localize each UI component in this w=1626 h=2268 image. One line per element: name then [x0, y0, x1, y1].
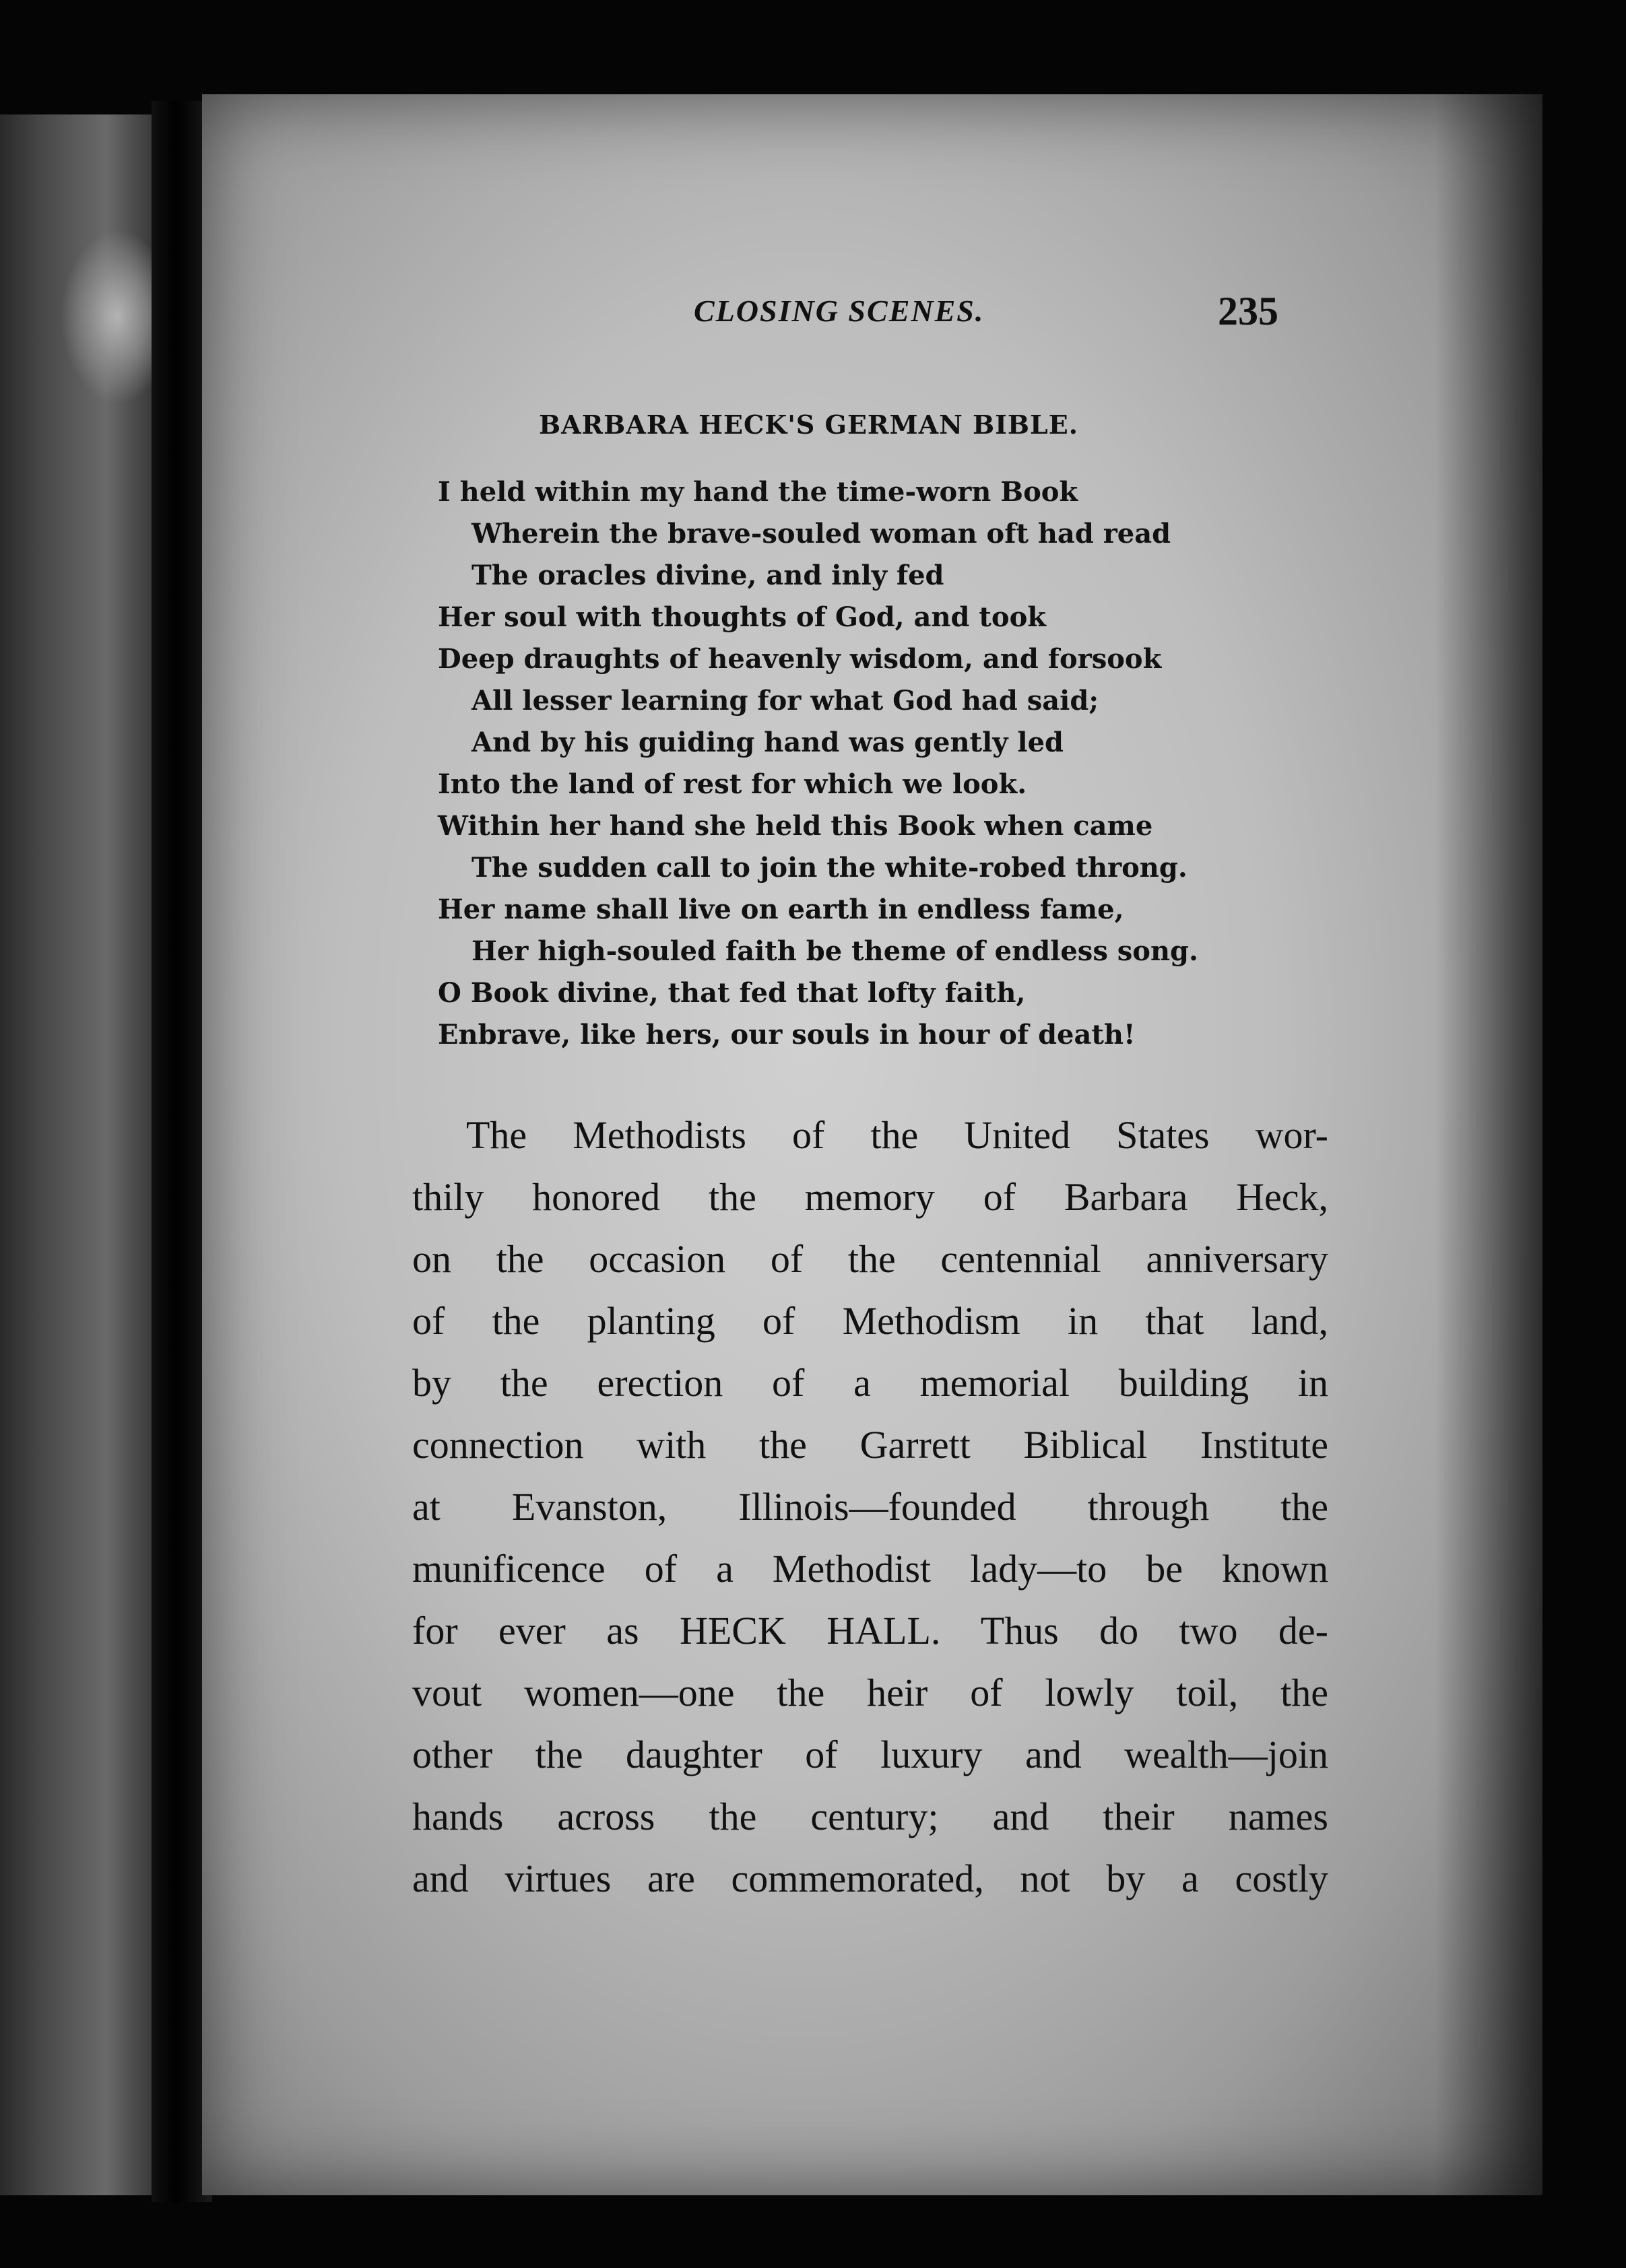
- body-line: at Evanston, Illinois—founded through the: [412, 1485, 1328, 1529]
- poem-line: The oracles divine, and inly fed: [471, 560, 944, 591]
- poem-title: BARBARA HECK'S GERMAN BIBLE.: [539, 409, 1078, 440]
- body-line: and virtues are commemorated, not by a costly: [412, 1857, 1328, 1900]
- body-line: hands across the century; and their names: [412, 1795, 1328, 1838]
- poem-line: The sudden call to join the white-robed throng.: [471, 852, 1188, 883]
- poem-line: All lesser learning for what God had said;: [471, 685, 1099, 716]
- page-number: 235: [1218, 289, 1278, 333]
- body-line: connection with the Garrett Biblical Institute: [412, 1423, 1328, 1467]
- body-line: munificence of a Methodist lady—to be known: [412, 1547, 1328, 1591]
- poem-line: Her high-souled faith be theme of endless song.: [471, 935, 1198, 967]
- body-line: vout women—one the heir of lowly toil, the: [412, 1671, 1328, 1714]
- body-line: by the erection of a memorial building in: [412, 1361, 1328, 1405]
- poem-line: I held within my hand the time-worn Book: [438, 476, 1078, 508]
- poem-line: Wherein the brave-souled woman oft had read: [471, 518, 1171, 549]
- poem: [438, 471, 1198, 1056]
- poem-line: O Book divine, that fed that lofty faith,: [438, 977, 1026, 1009]
- body-line: thily honored the memory of Barbara Heck,: [412, 1175, 1328, 1219]
- poem-line: Her name shall live on earth in endless fame,: [438, 894, 1124, 925]
- poem-line: Deep draughts of heavenly wisdom, and forsook: [438, 643, 1162, 675]
- poem-line: Her soul with thoughts of God, and took: [438, 601, 1046, 633]
- body-line: The Methodists of the United States wor-: [466, 1113, 1328, 1157]
- running-head: CLOSING SCENES.: [694, 294, 985, 328]
- poem-line: Within her hand she held this Book when came: [438, 810, 1153, 842]
- body-line: for ever as HECK HALL. Thus do two de-: [412, 1609, 1328, 1653]
- body-paragraph: [412, 1104, 1328, 1910]
- body-line: on the occasion of the centennial anniversary: [412, 1237, 1328, 1281]
- body-line: of the planting of Methodism in that land,: [412, 1299, 1328, 1343]
- poem-line: And by his guiding hand was gently led: [471, 727, 1064, 758]
- poem-line: Into the land of rest for which we look.: [438, 768, 1027, 800]
- poem-line: Enbrave, like hers, our souls in hour of death!: [438, 1019, 1136, 1050]
- body-line: other the daughter of luxury and wealth—join: [412, 1733, 1328, 1776]
- facing-page-edge: [0, 114, 152, 2195]
